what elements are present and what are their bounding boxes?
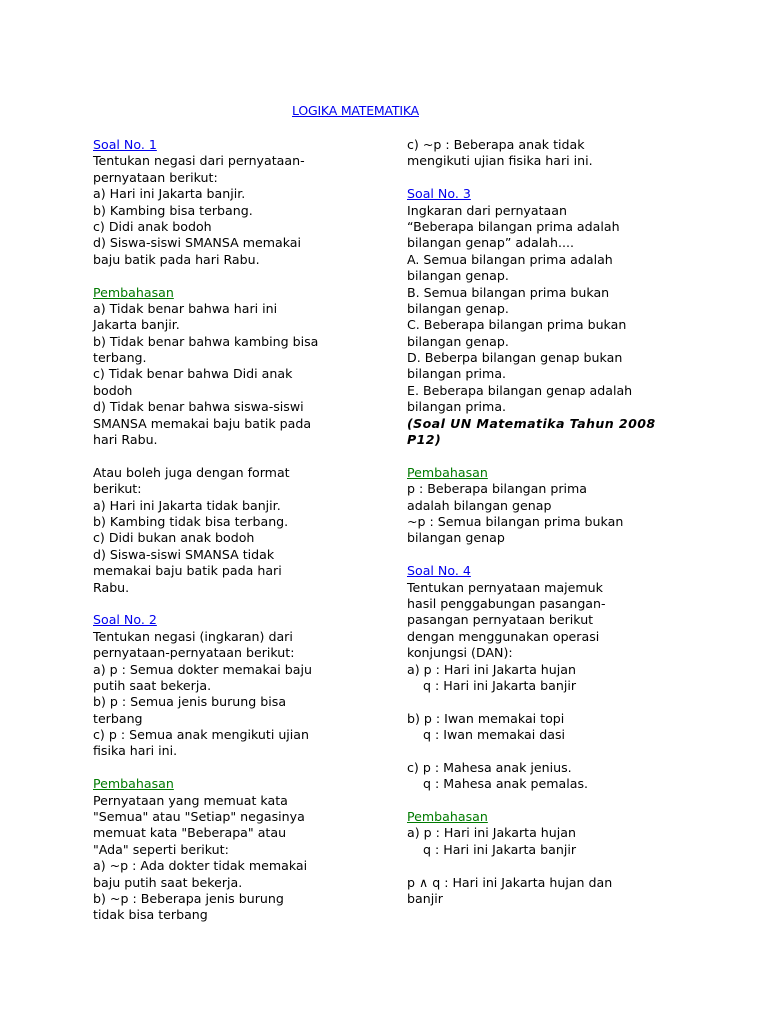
line [93, 481, 318, 497]
line [93, 465, 318, 481]
line [407, 891, 637, 907]
text-line: c) Didi bukan anak bodoh [93, 530, 255, 546]
line [93, 137, 318, 153]
line [407, 776, 637, 792]
blank-line [407, 170, 637, 186]
text-line: memuat kata "Beberapa" atau [93, 825, 287, 841]
text-line: Jakarta banjir. [93, 317, 180, 333]
line [93, 317, 318, 333]
line [93, 383, 318, 399]
blank-line [93, 760, 318, 776]
line [93, 186, 318, 202]
line [93, 694, 318, 710]
line [407, 366, 637, 382]
text-line: b) p : Semua jenis burung bisa [93, 694, 287, 710]
discussion-heading-link[interactable]: Pembahasan [93, 776, 174, 792]
text-line: Tentukan pernyataan majemuk [407, 579, 603, 595]
line [93, 203, 318, 219]
text-line: a) p : Hari ini Jakarta hujan [407, 825, 576, 841]
line [407, 334, 637, 350]
line [93, 170, 318, 186]
line [407, 301, 637, 317]
blank-line [93, 448, 318, 464]
line [93, 219, 318, 235]
text-line: bilangan prima. [407, 366, 507, 382]
blank-line [407, 448, 637, 464]
text-line: “Beberapa bilangan prima adalah [407, 218, 620, 234]
line [93, 825, 318, 841]
text-line: b) Kambing tidak bisa terbang. [93, 513, 289, 529]
text-line: adalah bilangan genap [407, 497, 552, 513]
text-line: B. Semua bilangan prima bukan [407, 284, 610, 300]
text-line: p ∧ q : Hari ini Jakarta hujan dan [407, 874, 613, 890]
line [93, 285, 318, 301]
text-line: c) Tidak benar bahwa Didi anak [93, 366, 293, 382]
text-line: bilangan genap” adalah.... [407, 235, 574, 251]
line [407, 432, 637, 448]
text-line: Ingkaran dari pernyataan [407, 202, 567, 218]
source-citation: P12) [407, 432, 442, 448]
line [93, 366, 318, 382]
line [93, 563, 318, 579]
text-line: SMANSA memakai baju batik pada [93, 415, 312, 431]
line [407, 415, 656, 432]
line [407, 350, 637, 366]
text-line: hari Rabu. [93, 432, 158, 448]
line [407, 268, 637, 284]
question-heading-link[interactable]: Soal No. 4 [407, 563, 471, 579]
line [407, 481, 637, 497]
line [93, 711, 318, 727]
line [407, 678, 637, 694]
question-heading-link[interactable]: Soal No. 2 [93, 612, 157, 628]
line [407, 285, 637, 301]
line [407, 137, 637, 153]
line [93, 252, 318, 268]
text-line: A. Semua bilangan prima adalah [407, 251, 613, 267]
text-line: Rabu. [93, 579, 130, 595]
line [93, 842, 318, 858]
text-line: banjir [407, 890, 443, 906]
line [407, 711, 637, 727]
text-line: a) Hari ini Jakarta banjir. [93, 186, 246, 202]
line [93, 432, 318, 448]
text-line: D. Beberpa bilangan genap bukan [407, 350, 623, 366]
text-line: Atau boleh juga dengan format [93, 464, 290, 480]
line [93, 678, 318, 694]
text-line: a) Hari ini Jakarta tidak banjir. [93, 497, 281, 513]
line [407, 203, 637, 219]
blank-line [407, 858, 637, 874]
text-line: tidak bisa terbang [93, 907, 208, 923]
text-line: bodoh [93, 382, 133, 398]
line [93, 875, 318, 891]
line [407, 399, 637, 415]
line [407, 596, 637, 612]
text-line: terbang [93, 710, 143, 726]
line [93, 301, 318, 317]
text-line: d) Siswa-siswi SMANSA tidak [93, 546, 275, 562]
text-line: berikut: [93, 481, 142, 497]
line [407, 825, 637, 841]
text-line: Tentukan negasi (ingkaran) dari [93, 628, 293, 644]
text-line: c) ~p : Beberapa anak tidak [407, 137, 585, 152]
line [93, 334, 318, 350]
text-line: pernyataan-pernyataan berikut: [93, 645, 295, 661]
text-line: hasil penggabungan pasangan- [407, 595, 606, 611]
text-line: bilangan genap. [407, 333, 509, 349]
text-line: a) Tidak benar bahwa hari ini [93, 300, 278, 316]
blank-line [407, 547, 637, 563]
line [407, 514, 637, 530]
text-line: E. Beberapa bilangan genap adalah [407, 382, 633, 398]
left-column [93, 137, 318, 924]
source-citation: (Soal UN Matematika Tahun 2008 [407, 415, 656, 431]
page-title: LOGIKA MATEMATIKA [292, 103, 419, 118]
question-heading-link[interactable]: Soal No. 1 [93, 137, 157, 152]
line [407, 186, 637, 202]
line [93, 612, 318, 628]
line [407, 760, 637, 776]
text-line: c) Didi anak bodoh [93, 218, 212, 234]
line [93, 743, 318, 759]
blank-line [407, 694, 637, 710]
text-line: bilangan genap. [407, 268, 509, 284]
text-line: putih saat bekerja. [93, 677, 212, 693]
text-line: C. Beberapa bilangan prima bukan [407, 317, 627, 333]
line [407, 727, 637, 743]
line [93, 793, 318, 809]
text-line: c) p : Semua anak mengikuti ujian [93, 727, 310, 743]
discussion-heading-link[interactable]: Pembahasan [407, 464, 488, 480]
text-line: memakai baju batik pada hari [93, 563, 282, 579]
line [407, 842, 637, 858]
line [93, 235, 318, 251]
text-line: c) p : Mahesa anak jenius. [407, 759, 572, 775]
line [407, 580, 637, 596]
line [93, 662, 318, 678]
line [407, 645, 637, 661]
line [93, 776, 318, 792]
line [93, 498, 318, 514]
line [407, 629, 637, 645]
line [93, 858, 318, 874]
text-line: pasangan pernyataan berikut [407, 612, 594, 628]
text-line: "Semua" atau "Setiap" negasinya [93, 809, 305, 825]
question-heading-link[interactable]: Soal No. 3 [407, 186, 471, 202]
line [407, 317, 637, 333]
text-line: bilangan genap [407, 530, 505, 546]
line [407, 465, 637, 481]
line [407, 219, 637, 235]
text-line: baju putih saat bekerja. [93, 874, 243, 890]
discussion-heading-link[interactable]: Pembahasan [407, 809, 488, 825]
text-line: bilangan genap. [407, 300, 509, 316]
text-line: terbang. [93, 350, 147, 366]
text-line: q : Iwan memakai dasi [423, 727, 566, 743]
text-line: p : Beberapa bilangan prima [407, 481, 588, 497]
line [407, 662, 637, 678]
line [93, 629, 318, 645]
text-line: ~p : Semua bilangan prima bukan [407, 513, 624, 529]
line [93, 399, 318, 415]
blank-line [407, 743, 637, 759]
text-line: baju batik pada hari Rabu. [93, 251, 260, 267]
line [407, 530, 637, 546]
discussion-heading-link[interactable]: Pembahasan [93, 284, 174, 300]
line [93, 530, 318, 546]
line [93, 416, 318, 432]
line [407, 383, 637, 399]
line [93, 727, 318, 743]
line [407, 612, 637, 628]
blank-line [93, 596, 318, 612]
line [93, 350, 318, 366]
text-line: dengan menggunakan operasi [407, 628, 600, 644]
text-line: q : Hari ini Jakarta banjir [423, 841, 577, 857]
text-line: a) p : Hari ini Jakarta hujan [407, 661, 576, 677]
line [93, 891, 318, 907]
text-line: b) Kambing bisa terbang. [93, 202, 253, 218]
text-line: a) ~p : Ada dokter tidak memakai [93, 858, 308, 874]
text-line: mengikuti ujian fisika hari ini. [407, 153, 593, 169]
text-line: d) Tidak benar bahwa siswa-siswi [93, 399, 304, 415]
blank-line [93, 268, 318, 284]
text-line: a) p : Semua dokter memakai baju [93, 661, 312, 677]
text-line: q : Mahesa anak pemalas. [423, 776, 589, 792]
line [93, 153, 318, 169]
text-line: b) p : Iwan memakai topi [407, 710, 565, 726]
text-line: bilangan prima. [407, 399, 507, 415]
line [407, 252, 637, 268]
text-line: Pernyataan yang memuat kata [93, 792, 288, 808]
blank-line [407, 793, 637, 809]
text-line: Tentukan negasi dari pernyataan- [93, 153, 305, 169]
line [407, 809, 637, 825]
line [93, 547, 318, 563]
line [407, 563, 637, 579]
text-line: b) Tidak benar bahwa kambing bisa [93, 333, 319, 349]
text-line: pernyataan berikut: [93, 169, 218, 185]
line [407, 235, 637, 251]
line [407, 875, 637, 891]
line [93, 809, 318, 825]
line [93, 907, 318, 923]
text-line: fisika hari ini. [93, 743, 178, 759]
line [93, 580, 318, 596]
text-line: konjungsi (DAN): [407, 645, 513, 661]
text-line: "Ada" seperti berikut: [93, 841, 229, 857]
line [407, 153, 637, 169]
line [93, 514, 318, 530]
right-column [407, 137, 656, 907]
text-line: q : Hari ini Jakarta banjir [423, 677, 577, 693]
text-line: b) ~p : Beberapa jenis burung [93, 890, 284, 906]
line [93, 645, 318, 661]
line [407, 498, 637, 514]
text-line: d) Siswa-siswi SMANSA memakai [93, 235, 301, 251]
